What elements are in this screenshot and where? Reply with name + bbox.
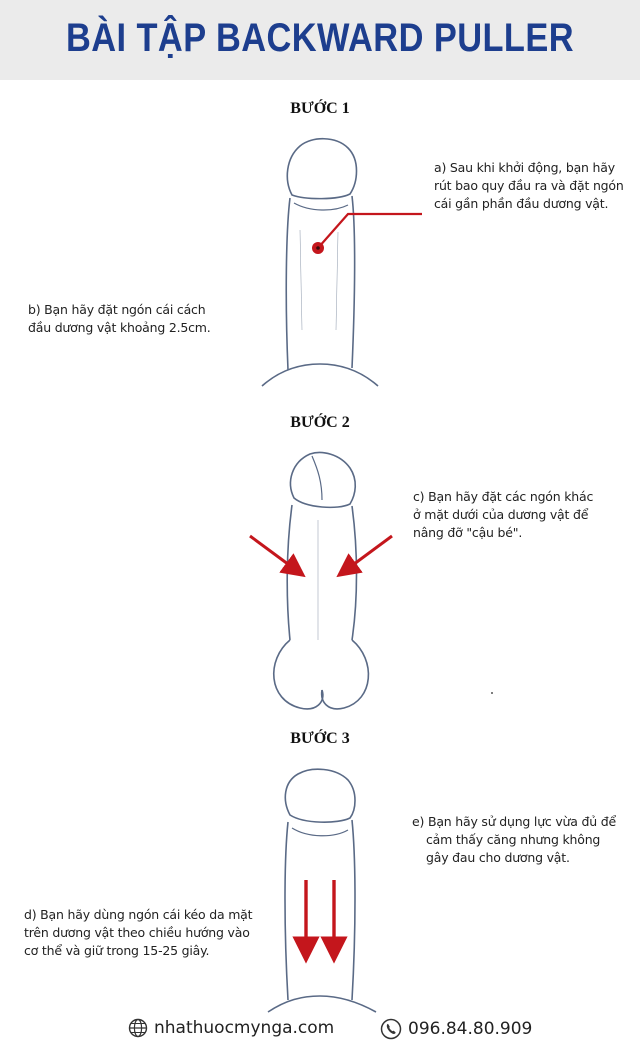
step-1-title: BƯỚC 1 <box>290 100 350 117</box>
step-1-pointer <box>312 214 422 254</box>
step-2-illustration <box>274 453 369 709</box>
step-3-illustration <box>268 769 376 1012</box>
footer-phone[interactable] <box>380 1018 532 1040</box>
phone-label: 096.84.80.909 <box>408 1019 533 1039</box>
phone-icon <box>380 1018 402 1040</box>
step-3-note-e: e) Bạn hãy sử dụng lực vừa đủ để cảm thấy căng nhưng không gây đau cho dương vật. <box>412 814 616 865</box>
step-1-illustration <box>262 139 378 386</box>
step-3-note-d: d) Bạn hãy dùng ngón cái kéo da mặt trên dương vật theo chiều hướng vào cơ thể và giữ trong 15-25 giây. <box>24 907 253 958</box>
page-title: BÀI TẬP BACKWARD PULLER <box>65 16 575 60</box>
step-1-note-b: b) Bạn hãy đặt ngón cái cách đầu dương vật khoảng 2.5cm. <box>28 302 211 335</box>
step-1-note-a: a) Sau khi khởi động, bạn hãy rút bao quy đầu ra và đặt ngón cái gần phần đầu dương vật. <box>434 160 624 211</box>
step-3-arrows <box>306 880 334 950</box>
step-2-title: BƯỚC 2 <box>290 414 350 431</box>
step-3-title: BƯỚC 3 <box>290 730 350 747</box>
step-2-arrows <box>250 536 392 570</box>
globe-icon <box>128 1018 148 1038</box>
stray-dot <box>491 692 493 694</box>
website-label: nhathuocmynga.com <box>154 1018 335 1038</box>
footer-website[interactable] <box>128 1018 334 1038</box>
step-2-note-c: c) Bạn hãy đặt các ngón khác ở mặt dưới của dương vật để nâng đỡ "cậu bé". <box>413 489 594 540</box>
arrow-right-in <box>346 536 392 570</box>
